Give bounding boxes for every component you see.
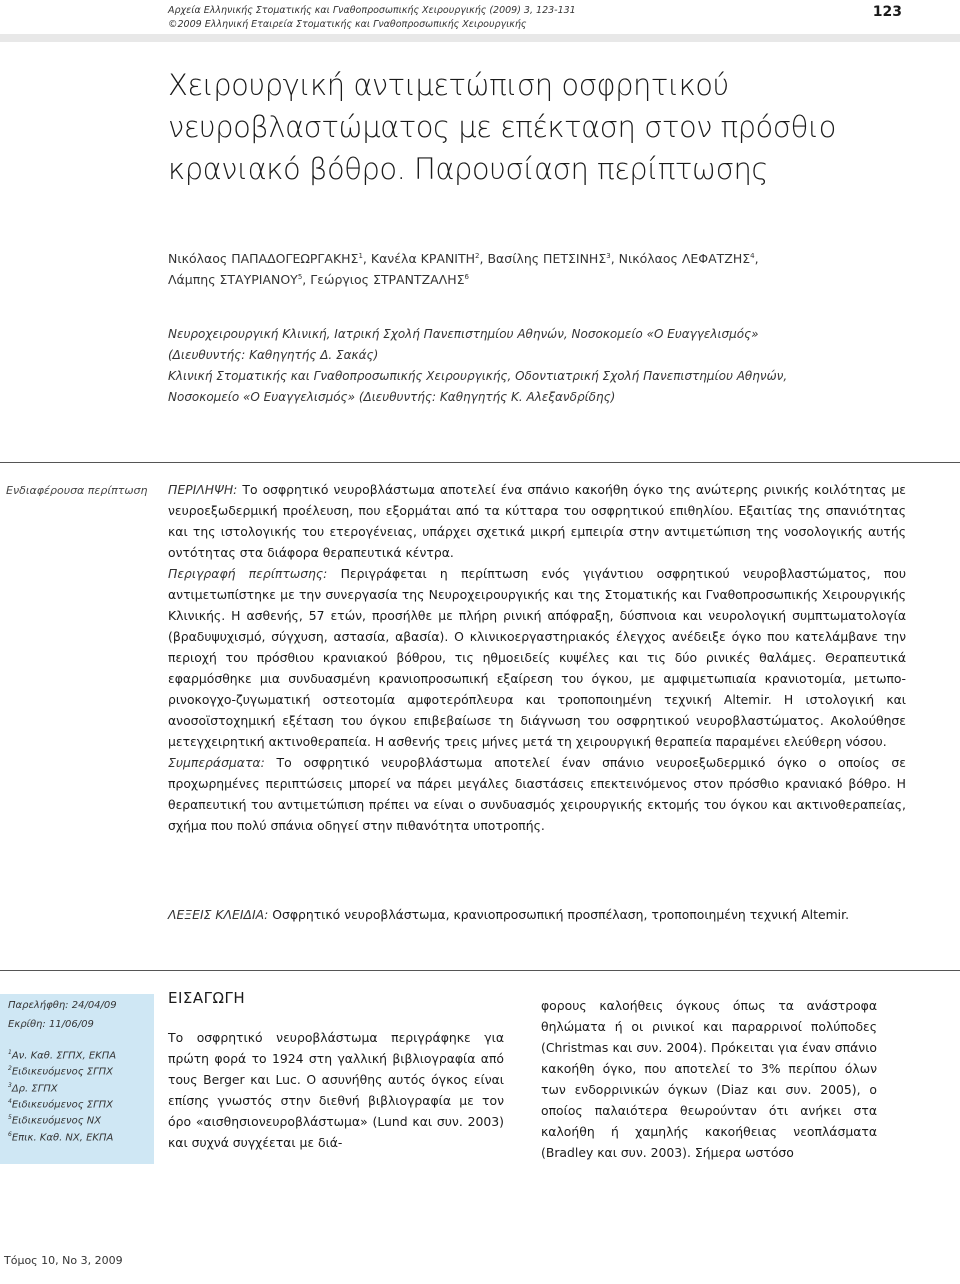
affiliation-line: (Διευθυντής: Καθηγητής Δ. Σακάς) [168, 348, 379, 362]
author: Βασίλης ΠΕΤΣΙΝΗΣ$^3$, [487, 251, 619, 266]
affiliations [168, 324, 908, 408]
keywords-label: ΛΕΞΕΙΣ ΚΛΕΙΔΙΑ: [168, 907, 269, 922]
issue-footer: Τόμος 10, Νο 3, 2009 [4, 1254, 123, 1267]
section-title: ΕΙΣΑΓΩΓΗ [168, 989, 246, 1007]
role-item: $^2$Ειδικευόμενος ΣΓΠΧ [8, 1065, 114, 1078]
role-item: $^1$Αν. Καθ. ΣΓΠΧ, ΕΚΠΑ [8, 1049, 117, 1062]
accepted-date: Εκρίθη: 11/06/09 [8, 1019, 94, 1030]
article-info-box [0, 994, 154, 1164]
page-number: 123 [872, 4, 902, 20]
body-paragraph: φορους καλοήθεις όγκους όπως τα ανάστροφα θηλώματα ή οι ρινικοί και παραρρινοί πολύποδες (Christmas και συν. 2004). Πρόκειται για έναν σπάνιο κακοήθη όγκο, που αποτελεί το 3% περίπου όλων των ενδορρινικών όγκων (Diaz και συν. 2005), ο οποίος παλαιότερα θεωρούνταν ότι ανήκει στα καλοήθη ή χαμηλής κακοήθειας νεοπλάσματα (Bradley και συν. 2003). Σήμερα ωστόσο [541, 998, 877, 1160]
article-category: Ενδιαφέρουσα περίπτωση [6, 484, 148, 497]
body-paragraph: Το οσφρητικό νευροβλάστωμα περιγράφηκε για πρώτη φορά το 1924 στη γαλλική βιβλιογραφία από τους Berger και Luc. Ο ασυνήθης αυτός όγκος είναι επίσης γνωστός στην διεθνή βιβλιογραφία με τον όρο «αισθησιονευροβλάστωμα» (Lund και συν. 2003) και συχνά συγχέεται με διά- [168, 1030, 504, 1150]
case-label: Περιγραφή περίπτωσης: [168, 566, 328, 581]
abstract-summary: ΠΕΡΙΛΗΨΗ: Το οσφρητικό νευροβλάστωμα αποτελεί ένα σπάνιο κακοήθη όγκο της ανώτερης ρινικής κοιλότητας με νευροεξωδερμική προέλευση, που εξορμάται από τα κύτταρα του οσφρητικού επιθηλίου. Εξαιτίας της σπανιότητας και της ιστολογικής του ετερογένειας, υπάρχει σχετικά μικρή εμπειρία στην αντιμετώπιση της νοσολογικής αυτής οντότητας στα διάφορα θεραπευτικά κέντρα. [168, 482, 906, 560]
affiliation-line: Νευροχειρουργική Κλινική, Ιατρική Σχολή Πανεπιστημίου Αθηνών, Νοσοκομείο «Ο Ευαγγελισμός» [168, 327, 759, 341]
role-item: $^5$Ειδικευόμενος ΝΧ [8, 1114, 102, 1127]
journal-copyright: ©2009 Ελληνική Εταιρεία Στοματικής και Γναθοπροσωπικής Χειρουργικής [168, 19, 527, 30]
abstract [168, 479, 906, 836]
role-item: $^6$Επικ. Καθ. ΝΧ, ΕΚΠΑ [8, 1130, 114, 1143]
keywords [168, 904, 906, 925]
author: Νικόλαος ΠΑΠΑΔΟΓΕΩΡΓΑΚΗΣ$^1$, [168, 251, 371, 266]
role-item: $^4$Ειδικευόμενος ΣΓΠΧ [8, 1097, 114, 1111]
abstract-conclusion: Συμπεράσματα: Το οσφρητικό νευροβλάστωμα αποτελεί έναν σπάνιο νευροεξωδερμικό όγκο ο οποίος σε προχωρημένες περιπτώσεις μπορεί να πάρει μεγάλες διαστάσεις επεκτεινόμενος στον πρόσθιο κρανιακό βόθρο. Η θεραπευτική του αντιμετώπιση πρέπει να είναι ο συνδυασμός χειρουργικής εκτομής του όγκου και ακτινοθεραπείας, σχήμα που πολύ σπάνια οδηγεί στην πιθανότητα υποτροπής. [168, 755, 906, 833]
abstract-case: Περιγραφή περίπτωσης: Περιγράφεται η περίπτωση ενός γιγάντιου οσφρητικού νευροβλαστώματος, που αντιμετωπίστηκε με την συνεργασία της Νευροχειρουργικής και της Στοματικής και Γναθοπροσωπικής Χειρουργικής Κλινικής. Η ασθενής, 57 ετών, προσήλθε με πλήρη ρινική απόφραξη, δύσπνοια και νευρολογική συμπτωματολογία (βραδυψυχισμό, σύγχυση, αστασία, αβασία). Ο κλινικοεργαστηριακός έλεγχος ανέδειξε όγκο που κατελάμβανε την περιοχή του πρόσθιου κρανιακού βόθρου, τις ηθμοειδείς κυψέλες και τις δύο ρινικές θαλάμες. Θεραπευτικά εφαρμόσθηκε μια συνδυασμένη κρανιοπροσωπική εξαίρεση του όγκου, με αμφιμετωπιαία κρανιοτομία, μετωπο-ρινοκογχο-ζυγωματική οστεοτομία αμφοτερόπλευρα και τροποποιημένη τεχνική Altemir. Η ιστολογική και ανοσοϊστοχημική εξέταση του όγκου επιβεβαίωσε τη διάγνωση του οσφρητικού νευροβλαστώματος. Ακολούθησε μετεγχειρητική ακτινοθεραπεία. Η ασθενής τρεις μήνες μετά τη χειρουργική θεραπεία παραμένει ελεύθερη νόσου. [168, 566, 906, 749]
author: Κανέλα ΚΡΑΝΙΤΗ$^2$, [370, 251, 488, 266]
keywords-text: Οσφρητικό νευροβλάστωμα, κρανιοπροσωπική προσπέλαση, τροποποιημένη τεχνική Altemir. [272, 907, 850, 922]
body-column-left [168, 988, 504, 1153]
received-date: Παρελήφθη: 24/04/09 [8, 1000, 117, 1011]
header-band [0, 34, 960, 42]
divider [0, 970, 960, 971]
divider [0, 462, 960, 463]
journal-header [168, 4, 576, 32]
body-column-right [541, 995, 877, 1163]
affiliation-line: Νοσοκομείο «Ο Ευαγγελισμός» (Διευθυντής: Καθηγητής Κ. Αλεξανδρίδης) [168, 390, 616, 404]
author-list [168, 248, 908, 290]
affiliation-line: Κλινική Στοματικής και Γναθοπροσωπικής Χειρουργικής, Οδοντιατρική Σχολή Πανεπιστημίου Αθηνών, [168, 369, 788, 383]
summary-label: ΠΕΡΙΛΗΨΗ: [168, 482, 238, 497]
conclusion-label: Συμπεράσματα: [168, 755, 265, 770]
author: Λάμπης ΣΤΑΥΡΙΑΝΟΥ$^5$, [168, 272, 311, 287]
author: Νικόλαος ΛΕΦΑΤΖΗΣ$^4$, [618, 251, 759, 266]
article-title: Χειρουργική αντιμετώπιση οσφρητικού νευροβλαστώματος με επέκταση στον πρόσθιο κρανιακό βόθρο. Παρουσίαση περίπτωσης [168, 68, 836, 186]
author-roles [8, 1046, 146, 1144]
journal-citation: Αρχεία Ελληνικής Στοματικής και Γναθοπροσωπικής Χειρουργικής (2009) 3, 123-131 [168, 5, 576, 16]
role-item: $^3$Δρ. ΣΓΠΧ [8, 1081, 58, 1094]
author: Γεώργιος ΣΤΡΑΝΤΖΑΛΗΣ$^6$ [310, 272, 469, 287]
